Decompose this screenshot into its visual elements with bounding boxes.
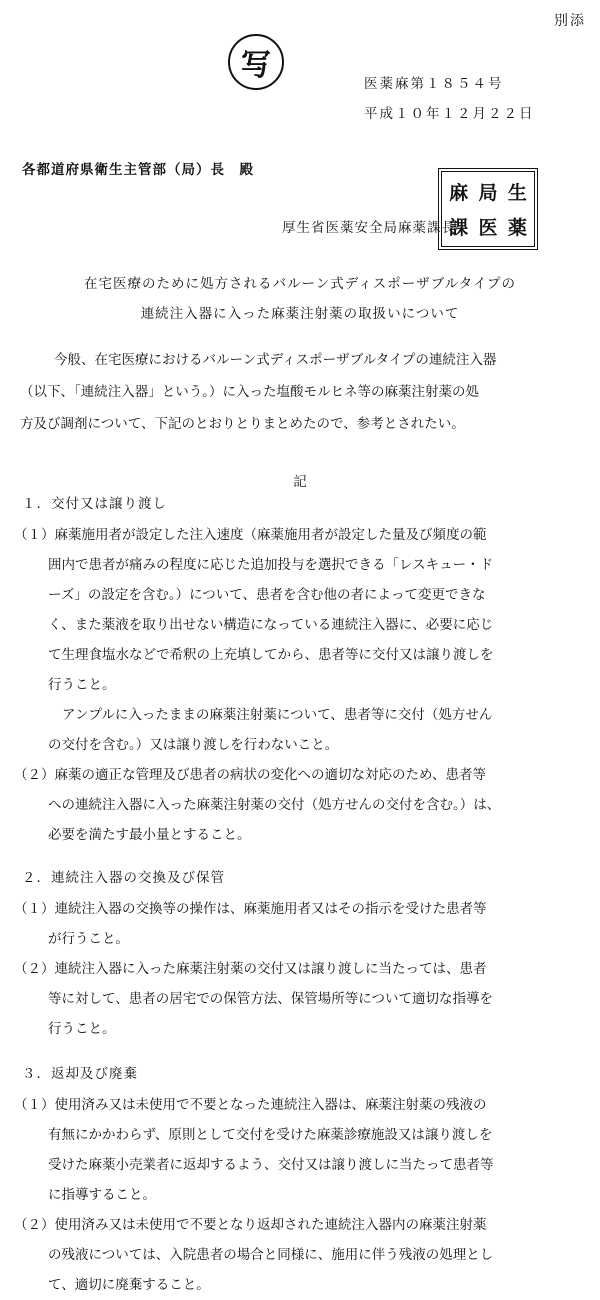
section-line: （２）連続注入器に入った麻薬注射薬の交付又は譲り渡しに当たっては、患者 xyxy=(14,961,487,977)
copy-stamp: 写 xyxy=(228,34,284,90)
section-line: く、また薬液を取り出せない構造になっている連続注入器に、必要に応じ xyxy=(48,617,494,633)
section-line: への連続注入器に入った麻薬注射薬の交付（処方せんの交付を含む。）は、 xyxy=(48,797,501,813)
section-heading: ３．返却及び廃棄 xyxy=(22,1066,138,1082)
section-line: 囲内で患者が痛みの程度に応じた追加投与を選択できる「レスキュー・ド xyxy=(48,557,494,573)
section-line: 行うこと。 xyxy=(48,677,116,693)
section-line: て生理食塩水などで希釈の上充填してから、患者等に交付又は譲り渡しを xyxy=(48,647,494,663)
section-line: ーズ」の設定を含む。）について、患者を含む他の者によって変更できな xyxy=(48,587,486,603)
section-heading: １．交付又は譲り渡し xyxy=(22,496,167,512)
seal-char: 薬 xyxy=(507,217,527,239)
section-line: の残液については、入院患者の場合と同様に、施用に伴う残液の処理とし xyxy=(48,1247,494,1263)
seal-char: 医 xyxy=(478,217,498,239)
section-line: て、適切に廃棄すること。 xyxy=(48,1277,210,1293)
seal-char: 局 xyxy=(478,182,498,204)
addressee: 各都道府県衛生主管部（局）長 殿 xyxy=(22,162,254,178)
section-body xyxy=(14,1090,594,1300)
section-line: に指導すること。 xyxy=(48,1187,156,1203)
ki-heading: 記 xyxy=(293,474,307,490)
intro-line: （以下、「連続注入器」という。）に入った塩酸モルヒネ等の麻薬注射薬の処 xyxy=(20,384,479,400)
section-line: 等に対して、患者の居宅での保管方法、保管場所等について適切な指導を xyxy=(48,991,493,1007)
intro-line: 方及び調剤について、下記のとおりとりまとめたので、参考とされたい。 xyxy=(20,416,465,432)
title-line-2: 連続注入器に入った麻薬注射薬の取扱いについて xyxy=(140,306,460,322)
sender: 厚生省医薬安全局麻薬課長 xyxy=(282,220,456,236)
annex-label: 別添 xyxy=(554,13,586,29)
section-body xyxy=(14,894,594,1044)
section-line: アンプルに入ったままの麻薬注射薬について、患者等に交付（処方せん xyxy=(62,707,493,723)
document-number: 医薬麻第１８５４号 xyxy=(364,76,504,92)
section-line: （１）連続注入器の交換等の操作は、麻薬施用者又はその指示を受けた患者等 xyxy=(14,901,487,917)
intro-line: 今般、在宅医療におけるバルーン式ディスポーザブルタイプの連続注入器 xyxy=(54,352,497,368)
section-line: 行うこと。 xyxy=(48,1021,116,1037)
section-line: 受けた麻薬小売業者に返却するよう、交付又は譲り渡しに当たって患者等 xyxy=(48,1157,494,1173)
section-line: （１）使用済み又は未使用で不要となった連続注入器は、麻薬注射薬の残液の xyxy=(14,1097,487,1113)
section-line: （１）麻薬施用者が設定した注入速度（麻薬施用者が設定した量及び頻度の範 xyxy=(14,527,487,543)
section-line: 有無にかかわらず、原則として交付を受けた麻薬診療施設又は譲り渡しを xyxy=(48,1127,493,1143)
section-line: の交付を含む。）又は譲り渡しを行わないこと。 xyxy=(48,737,339,753)
section-body xyxy=(14,520,594,850)
seal-char: 課 xyxy=(449,217,469,239)
document-date: 平成１０年１２月２２日 xyxy=(364,106,535,122)
section-line: （２）使用済み又は未使用で不要となり返却された連続注入器内の麻薬注射薬 xyxy=(14,1217,487,1233)
section-line: 必要を満たす最小量とすること。 xyxy=(48,827,251,843)
intro-paragraph xyxy=(20,344,592,440)
seal-char: 麻 xyxy=(449,182,469,204)
section-line: （２）麻薬の適正な管理及び患者の病状の変化への適切な対応のため、患者等 xyxy=(14,767,486,783)
official-seal xyxy=(438,168,538,250)
seal-char: 生 xyxy=(507,182,527,204)
section-heading: ２．連続注入器の交換及び保管 xyxy=(22,870,225,886)
title-line-1: 在宅医療のために処方されるバルーン式ディスポーザブルタイプの xyxy=(84,276,516,292)
section-line: が行うこと。 xyxy=(48,931,129,947)
